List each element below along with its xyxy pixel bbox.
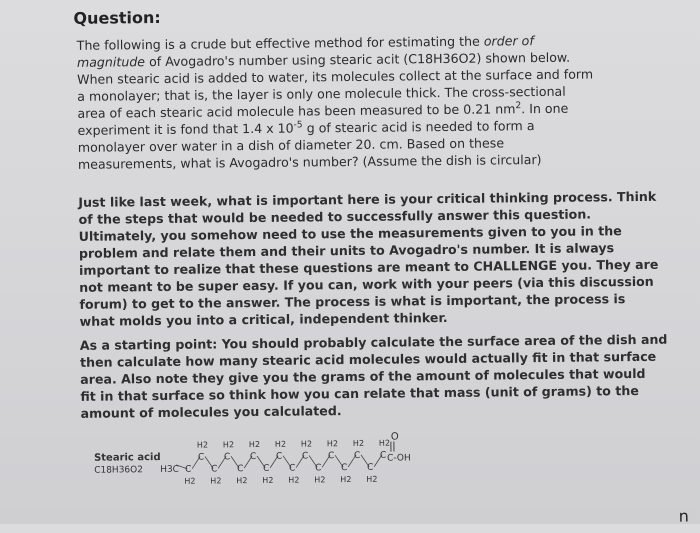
text-line: amount of molecules you calculated.: [80, 399, 645, 422]
carbon-atom-label: C: [380, 451, 386, 461]
instructions-paragraph: [78, 188, 644, 330]
hydrogen-label: H2: [236, 476, 247, 485]
hydrogen-label: H2: [314, 475, 325, 484]
carbon-atom-label: C: [341, 463, 347, 473]
hydrogen-label: H2: [327, 439, 338, 448]
carbon-atom-label: C: [276, 452, 282, 462]
carbonyl-oxygen-label: O: [391, 431, 399, 442]
hydrogen-label: H2: [275, 440, 286, 449]
compound-name-label: Stearic acid: [94, 452, 161, 464]
text-span: area of each stearic acid molecule has been measured to be 0.21 nm: [77, 101, 515, 121]
text-line: problem and relate them and their units to Avogadro's number. It is always: [79, 239, 644, 262]
compound-formula-label: C18H36O2: [94, 465, 143, 476]
hydrogen-label: H2: [197, 440, 208, 449]
text-line: monolayer over water in a dish of diameter 20. cm. Based on these: [78, 133, 643, 156]
hydrogen-label: H2: [379, 439, 390, 448]
stearic-acid-structure: [94, 427, 425, 510]
carbon-atom-label: C: [237, 464, 243, 474]
text-line: area. Also note they give you the grams of the amount of molecules that would: [80, 365, 645, 388]
text-line: measurements, what is Avogadro's number? (Assume the dish is circular): [78, 150, 643, 173]
text-line: Just like last week, what is important here is your critical thinking process. Think: [78, 188, 643, 211]
text-span: experiment it is fond that 1.4 x 10: [78, 121, 294, 138]
carbon-atom-label: C: [224, 452, 230, 462]
hydrogen-label: H2: [288, 476, 299, 485]
hydrogen-label: H2: [353, 439, 364, 448]
text-line: When stearic acid is added to water, its molecules collect at the surface and form: [77, 65, 642, 88]
hydrogen-label: H2: [301, 439, 312, 448]
superscript: -5: [294, 120, 303, 130]
hydrogen-label: H2: [184, 477, 195, 486]
hydrogen-label: H2: [340, 475, 351, 484]
text-line: not meant to be super easy. If you can, work with your peers (via this discussion: [79, 273, 644, 296]
text-line: what molds you into a critical, independent thinker.: [80, 307, 645, 330]
text-line: fit in that surface so think how you can relate that mass (unit of grams) to the: [80, 382, 645, 405]
carbon-atom-label: C: [302, 451, 308, 461]
question-label: Question:: [73, 8, 160, 28]
text-line: a monolayer; that is, the layer is only one molecule thick. The cross-sectional: [77, 82, 642, 105]
question-paragraph: [77, 31, 643, 173]
text-span: . In one: [521, 101, 568, 116]
hint-paragraph: [80, 331, 646, 422]
italic-span: magnitude: [77, 54, 145, 70]
text-span: of Avogadro's number using stearic acit (C18H36O2) shown below.: [145, 50, 570, 69]
carbon-atom-label: C: [250, 452, 256, 462]
hydrogen-label: H2: [262, 476, 273, 485]
hydrogen-label: H2: [223, 440, 234, 449]
carbon-atom-label: C: [367, 463, 373, 473]
text-line: As a starting point: You should probably calculate the surface area of the dish and: [80, 331, 645, 354]
superscript: 2: [515, 101, 521, 111]
carbon-atom-label: C: [211, 464, 217, 474]
carbon-chain: [176, 439, 391, 486]
text-span: The following is a crude but effective method for estimating the: [77, 34, 484, 53]
carbon-atom-label: C: [263, 464, 269, 474]
methyl-label: H3C: [160, 465, 179, 475]
carboxyl-label: C-OH: [387, 453, 411, 463]
text-line: forum) to get to the answer. The process is what is important, the process is: [79, 290, 644, 313]
carbon-atom-label: C: [328, 451, 334, 461]
text-line: then calculate how many stearic acid molecules would actually fit in that surface: [80, 348, 645, 371]
corner-mark: n: [679, 506, 689, 525]
carbon-atom-label: C: [289, 464, 295, 474]
carbon-atom-label: C: [315, 463, 321, 473]
text-span: g of stearic acid is needed to form a: [303, 118, 535, 135]
carbon-atom-label: C: [198, 453, 204, 463]
text-line: Ultimately, you somehow need to use the measurements given to you in the: [79, 222, 644, 245]
italic-span: order of: [484, 33, 534, 49]
hydrogen-label: H2: [249, 440, 260, 449]
hydrogen-label: H2: [366, 475, 377, 484]
hydrogen-label: H2: [210, 476, 221, 485]
text-line: important to realize that these questions are meant to CHALLENGE you. They are: [79, 256, 644, 279]
carbon-atom-label: C: [354, 451, 360, 461]
text-line: of the steps that would be needed to successfully answer this question.: [78, 205, 643, 228]
carbon-atom-label: C: [185, 465, 191, 475]
